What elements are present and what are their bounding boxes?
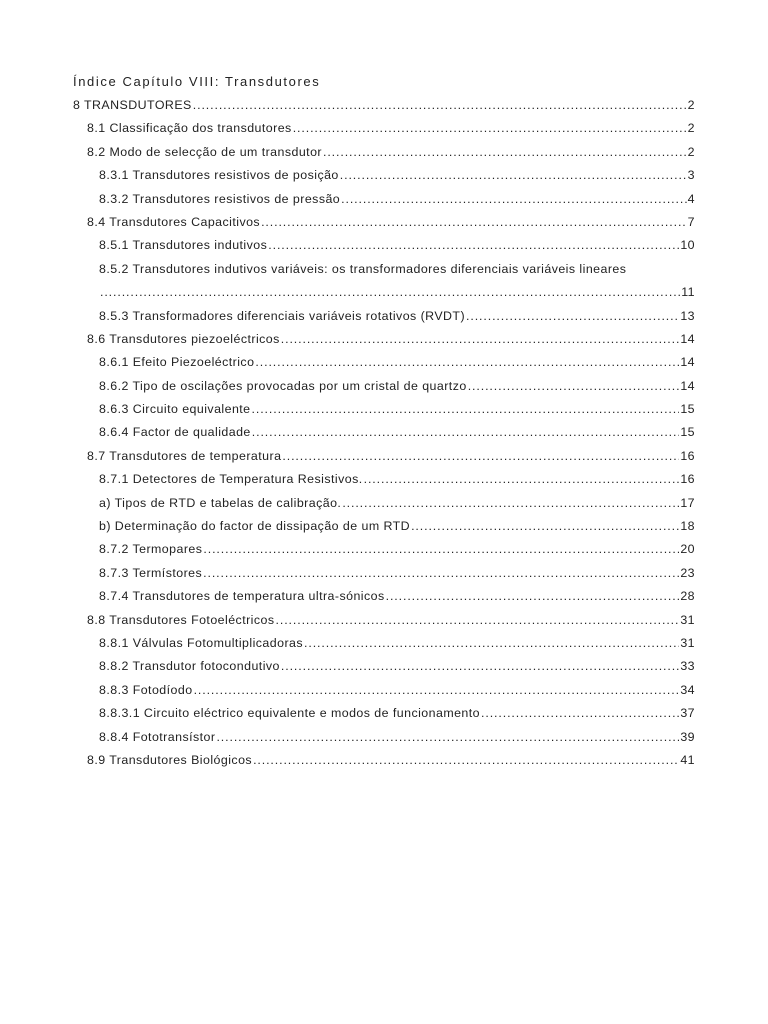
toc-entry-title: b) Determinação do factor de dissipação de um RTD [99, 519, 411, 534]
toc-entry-page: 2 [687, 144, 695, 159]
toc-entry-page: 2 [687, 121, 695, 136]
dot-leader [468, 378, 680, 395]
toc-entry-page: 11 [681, 285, 695, 300]
toc-entry[interactable] [73, 541, 695, 564]
dot-leader [466, 308, 679, 325]
toc-entry-title: 8.2 Modo de selecção de um transdutor [87, 144, 322, 159]
toc-entry-title: 8.3.1 Transdutores resistivos de posição [99, 168, 339, 183]
toc-entry-title: 8 TRANSDUTORES [73, 98, 192, 112]
toc-entry[interactable] [73, 214, 695, 237]
dot-leader [252, 401, 680, 418]
toc-entry[interactable] [73, 658, 695, 681]
toc-heading: Índice Capítulo VIII: Transdutores [73, 74, 321, 89]
toc-entry-title: 8.6.4 Factor de qualidade [99, 425, 251, 440]
toc-entry[interactable] [73, 120, 695, 143]
dot-leader [268, 237, 679, 254]
dot-leader [342, 495, 679, 512]
toc-entry-page: 34 [680, 682, 695, 697]
toc-entry-title: 8.6 Transdutores piezoeléctricos [87, 331, 280, 346]
toc-entry-title: 8.8.4 Fototransístor [99, 729, 216, 744]
toc-entry[interactable] [73, 261, 695, 284]
dot-leader [194, 682, 680, 699]
toc-entry-title: 8.6.2 Tipo de oscilações provocadas por um cristal de quartzo [99, 378, 467, 393]
toc-entry-page: 18 [680, 519, 695, 534]
dot-leader [203, 565, 679, 582]
toc-entry[interactable] [73, 495, 695, 518]
toc-entry-title: 8.9 Transdutores Biológicos [87, 752, 253, 767]
toc-entry[interactable] [73, 237, 695, 260]
dot-leader [252, 424, 680, 441]
dot-leader [203, 541, 679, 558]
toc-entry-title: 8.4 Transdutores Capacitivos [87, 214, 261, 229]
toc-entry[interactable] [73, 729, 695, 752]
toc-entry-page: 16 [680, 448, 695, 463]
toc-entry-page: 10 [680, 238, 695, 253]
toc-entry-page: 37 [680, 706, 695, 721]
toc-entry-title: a) Tipos de RTD e tabelas de calibração. [99, 495, 342, 510]
toc-entry-page: 13 [680, 308, 695, 323]
toc-entry-title: 8.8.3 Fotodíodo [99, 682, 193, 697]
dot-leader [323, 144, 687, 161]
toc-entry[interactable] [73, 424, 695, 447]
toc-entry[interactable] [73, 518, 695, 541]
toc-entry[interactable] [73, 471, 695, 494]
dot-leader [255, 354, 679, 371]
dot-leader [293, 120, 687, 137]
toc-entry-page: 33 [680, 659, 695, 674]
toc-entry[interactable] [73, 588, 695, 611]
dot-leader [281, 658, 679, 675]
toc-entry-page: 7 [687, 214, 695, 229]
table-of-contents [73, 97, 695, 775]
dot-leader [261, 214, 687, 231]
toc-entry[interactable] [73, 682, 695, 705]
toc-entry-title: 8.1 Classificação dos transdutores [87, 121, 292, 136]
toc-entry[interactable] [73, 191, 695, 214]
dot-leader [100, 284, 680, 301]
toc-entry[interactable] [73, 144, 695, 167]
dot-leader [253, 752, 679, 769]
toc-entry-page: 15 [680, 402, 695, 417]
dot-leader [281, 331, 680, 348]
toc-entry[interactable] [73, 97, 695, 120]
dot-leader [216, 729, 679, 746]
toc-entry-page: 14 [680, 378, 695, 393]
toc-entry[interactable] [73, 448, 695, 471]
dot-leader [481, 705, 679, 722]
toc-entry-page: 14 [680, 331, 695, 346]
toc-entry-title: 8.5.1 Transdutores indutivos [99, 238, 268, 253]
toc-entry-title: 8.3.2 Transdutores resistivos de pressão [99, 191, 341, 206]
dot-leader [340, 167, 687, 184]
toc-entry-title: 8.5.2 Transdutores indutivos variáveis: os transformadores diferenciais variáveis lineares [99, 261, 627, 276]
toc-entry-page: 16 [680, 472, 695, 487]
toc-entry-title: 8.8.1 Válvulas Fotomultiplicadoras [99, 635, 304, 650]
toc-entry-page: 15 [680, 425, 695, 440]
toc-entry-title: 8.7.4 Transdutores de temperatura ultra-sónicos [99, 589, 385, 604]
toc-entry-title: 8.8 Transdutores Fotoeléctricos [87, 612, 275, 627]
toc-entry-title: 8.8.3.1 Circuito eléctrico equivalente e modos de funcionamento [99, 706, 481, 721]
toc-entry-title: 8.7.3 Termístores [99, 565, 203, 580]
dot-leader [304, 635, 679, 652]
toc-entry-page: 17 [680, 495, 695, 510]
toc-entry-page: 41 [680, 752, 695, 767]
toc-entry-title: 8.6.3 Circuito equivalente [99, 402, 251, 417]
toc-entry[interactable] [73, 378, 695, 401]
toc-entry[interactable] [73, 752, 695, 775]
toc-entry-continuation[interactable] [73, 284, 695, 307]
toc-entry-page: 28 [680, 589, 695, 604]
toc-entry-page: 31 [680, 635, 695, 650]
dot-leader [193, 97, 687, 114]
toc-entry[interactable] [73, 331, 695, 354]
toc-entry-page: 23 [680, 565, 695, 580]
toc-entry[interactable] [73, 705, 695, 728]
toc-entry[interactable] [73, 635, 695, 658]
toc-entry-page: 39 [680, 729, 695, 744]
toc-entry-page: 14 [680, 355, 695, 370]
toc-entry[interactable] [73, 354, 695, 377]
dot-leader [276, 612, 680, 629]
dot-leader [282, 448, 679, 465]
toc-entry-page: 20 [680, 542, 695, 557]
toc-entry[interactable] [73, 612, 695, 635]
toc-entry-title: 8.7.2 Termopares [99, 542, 203, 557]
toc-entry[interactable] [73, 308, 695, 331]
toc-entry-page: 4 [687, 191, 695, 206]
dot-leader [386, 588, 680, 605]
dot-leader [411, 518, 679, 535]
dot-leader [364, 471, 680, 488]
toc-entry-title: 8.6.1 Efeito Piezoeléctrico [99, 355, 255, 370]
toc-entry-page: 31 [680, 612, 695, 627]
toc-entry-title: 8.7.1 Detectores de Temperatura Resistivos. [99, 472, 363, 487]
toc-entry[interactable] [73, 401, 695, 424]
toc-entry[interactable] [73, 167, 695, 190]
dot-leader [341, 191, 687, 208]
toc-entry-title: 8.7 Transdutores de temperatura [87, 448, 282, 463]
toc-entry-title: 8.8.2 Transdutor fotocondutivo [99, 659, 280, 674]
toc-entry[interactable] [73, 565, 695, 588]
toc-entry-page: 3 [687, 168, 695, 183]
toc-entry-title: 8.5.3 Transformadores diferenciais variáveis rotativos (RVDT) [99, 308, 466, 323]
toc-entry-page: 2 [687, 98, 695, 112]
